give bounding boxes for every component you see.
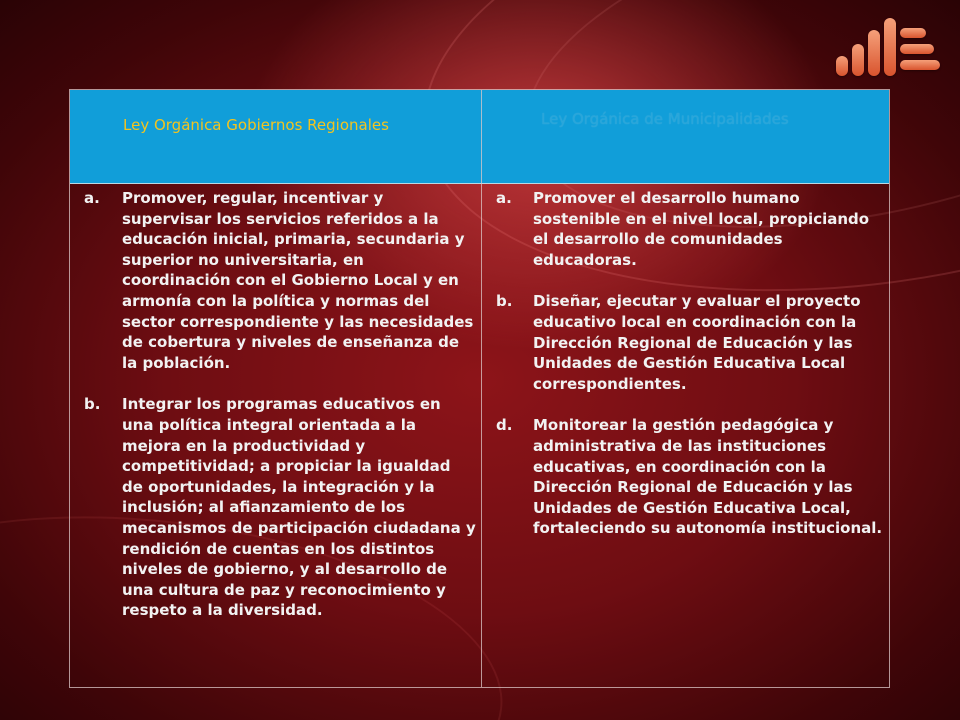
column-divider [481, 90, 482, 687]
list-marker: b. [84, 395, 101, 414]
header-label-municipal: Ley Orgánica de Municipalidades [541, 110, 789, 128]
list-marker: a. [496, 189, 512, 207]
header-label-regional: Ley Orgánica Gobiernos Regionales [123, 116, 389, 134]
list-marker: d. [496, 416, 513, 435]
municipal-functions-cell [496, 184, 886, 539]
logo-bar [836, 56, 848, 76]
list-item-text: Promover el desarrollo humano sostenible en el nivel local, propiciando el desarrollo de comunidades educadoras. [533, 189, 870, 269]
list-item [84, 188, 476, 373]
list-item-text: Promover, regular, incentivar y supervisar los servicios referidos a la educación inicial, primaria, secundaria y superior no universitaria, en coordinación con el Gobierno Local y en armonía con la política y normas del sector correspondiente y las necesidades de cobertura y niveles de enseñanza de la población. [122, 189, 474, 372]
list-marker: a. [84, 189, 100, 207]
logo-bar [884, 18, 896, 76]
list-item-text: Monitorear la gestión pedagógica y administrativa de las instituciones educativas, en coordinación con la Dirección Regional de Educación y las Unidades de Gestión Educativa Local, fortaleciendo su autonomía institucional. [533, 416, 883, 538]
table-header-row [70, 90, 889, 184]
bar-chart-logo-icon [832, 14, 944, 78]
logo-bar [852, 44, 864, 76]
logo-bar [868, 30, 880, 76]
list-item [84, 394, 476, 621]
comparison-table [69, 89, 890, 688]
list-item [496, 291, 886, 394]
logo-bar [900, 60, 940, 70]
list-item [496, 415, 886, 539]
header-cell-regional [70, 90, 481, 184]
header-cell-municipal [482, 90, 890, 184]
list-marker: b. [496, 292, 513, 311]
list-item [496, 188, 886, 270]
logo-bar [900, 28, 926, 38]
logo-bar [900, 44, 934, 54]
list-item-text: Integrar los programas educativos en una política integral orientada a la mejora en la productividad y competitividad; a propiciar la igualdad de oportunidades, la integración y la inclusión; al afianzamiento de los mecanismos de participación ciudadana y rendición de cuentas en los distintos niveles de gobierno, y al desarrollo de una cultura de paz y reconocimiento y respeto a la diversidad. [122, 395, 476, 620]
list-item-text: Diseñar, ejecutar y evaluar el proyecto educativo local en coordinación con la Dirección Regional de Educación y las Unidades de Gestión Educativa Local correspondientes. [533, 292, 861, 393]
regional-functions-cell [84, 184, 476, 621]
